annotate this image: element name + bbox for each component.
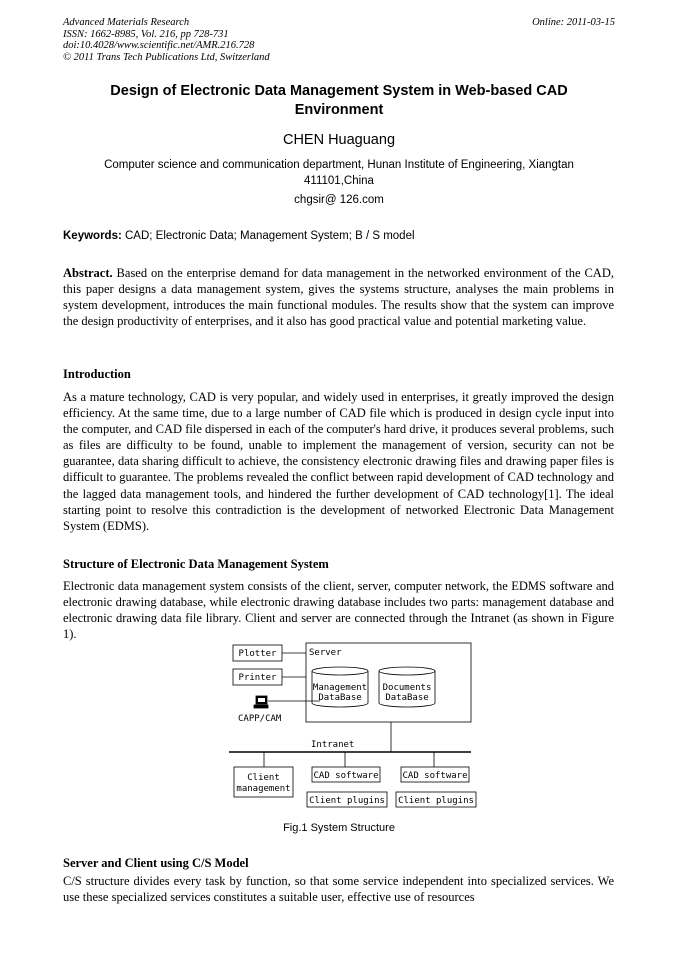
- cs-heading: Server and Client using C/S Model: [63, 856, 249, 870]
- documents-db-label-2: DataBase: [385, 693, 429, 703]
- copyright-line: © 2011 Trans Tech Publications Ltd, Switzerland: [63, 51, 270, 63]
- abstract-label: Abstract.: [63, 266, 113, 280]
- affiliation: Computer science and communication department, Hunan Institute of Engineering, Xiangtan 411101,China: [104, 159, 574, 187]
- client-plugins-label-1: Client plugins: [309, 796, 385, 806]
- keywords-label: Keywords:: [63, 230, 122, 242]
- client-plugins-label-2: Client plugins: [398, 796, 474, 806]
- keywords-line: [63, 230, 415, 242]
- author-name: CHEN Huaguang: [282, 132, 396, 148]
- abstract-text: Based on the enterprise demand for data management in the networked environment of the CAD, this paper designs a data management system, gives the systems structure, analyses the main problems in system development, introduces the main functional modules. The results show that the system can improve the design productivity of enterprises, and it also has good practical value and potential marketing value.: [63, 266, 614, 329]
- keywords-text: CAD; Electronic Data; Management System; B / S model: [121, 230, 415, 242]
- plotter-label: Plotter: [238, 649, 277, 659]
- abstract: [63, 265, 614, 329]
- cad-software-label-2: CAD software: [402, 771, 468, 781]
- client-mgmt-label-2: management: [236, 784, 291, 794]
- documents-db-label-1: Documents: [382, 683, 432, 693]
- doi-line: doi:10.4028/www.scientific.net/AMR.216.728: [63, 40, 255, 51]
- structure-text: Electronic data management system consists of the client, server, computer network, the EDMS software and electronic drawing database, while electronic drawing database includes two parts: management database and electronic drawing data file library. Client and server are connected through the Intranet (as shown in Figure 1).: [63, 579, 614, 642]
- cs-text: C/S structure divides every task by function, so that some service independent into specialized services. We use these specialized services constitutes a suitable user, effective use of resources: [63, 874, 614, 905]
- intro-heading: Introduction: [63, 367, 131, 381]
- online-date: Online: 2011-03-15: [532, 17, 615, 28]
- cad-software-label-1: CAD software: [313, 771, 379, 781]
- capp-cam-label: CAPP/CAM: [238, 714, 282, 724]
- author-email: chgsir@ 126.com: [294, 194, 384, 206]
- journal-name: Advanced Materials Research: [63, 17, 190, 28]
- paper-title: Design of Electronic Data Management System in Web-based CAD Environment: [110, 83, 568, 118]
- system-structure-figure: [228, 641, 478, 809]
- issn-line: ISSN: 1662-8985, Vol. 216, pp 728-731: [63, 28, 229, 40]
- management-db-label-1: Management: [312, 683, 368, 693]
- client-mgmt-label-1: Client: [247, 773, 280, 783]
- figure-caption: Fig.1 System Structure: [283, 822, 395, 834]
- intranet-label: Intranet: [311, 740, 355, 750]
- structure-heading: Structure of Electronic Data Management System: [63, 557, 329, 571]
- server-label: Server: [309, 648, 342, 658]
- printer-label: Printer: [238, 673, 277, 683]
- intro-text: As a mature technology, CAD is very popular, and widely used in enterprises, it greatly improved the design efficiency. At the same time, due to a large number of CAD file which is produced in design cycle input into the computer, and CAD file dispersed in each of the computer's hard drive, it produces several problems, such as files are difficulty to be found, unable to implement the management of version, security can not be guarantee, data sharing difficult to achieve, the consistency electronic drawing files and drawing paper files is difficult to guarantee. The problems revealed the conflict between rapid development of CAD technology and the lagged data management tools, and hindered the further development of CAD technology[1]. The ideal starting point to resolve this contradiction is the development of networked Electronic Data Management System (EDMS).: [63, 390, 614, 533]
- management-db-label-2: DataBase: [318, 693, 362, 703]
- computer-icon: [254, 696, 268, 708]
- journal-header: [63, 17, 270, 63]
